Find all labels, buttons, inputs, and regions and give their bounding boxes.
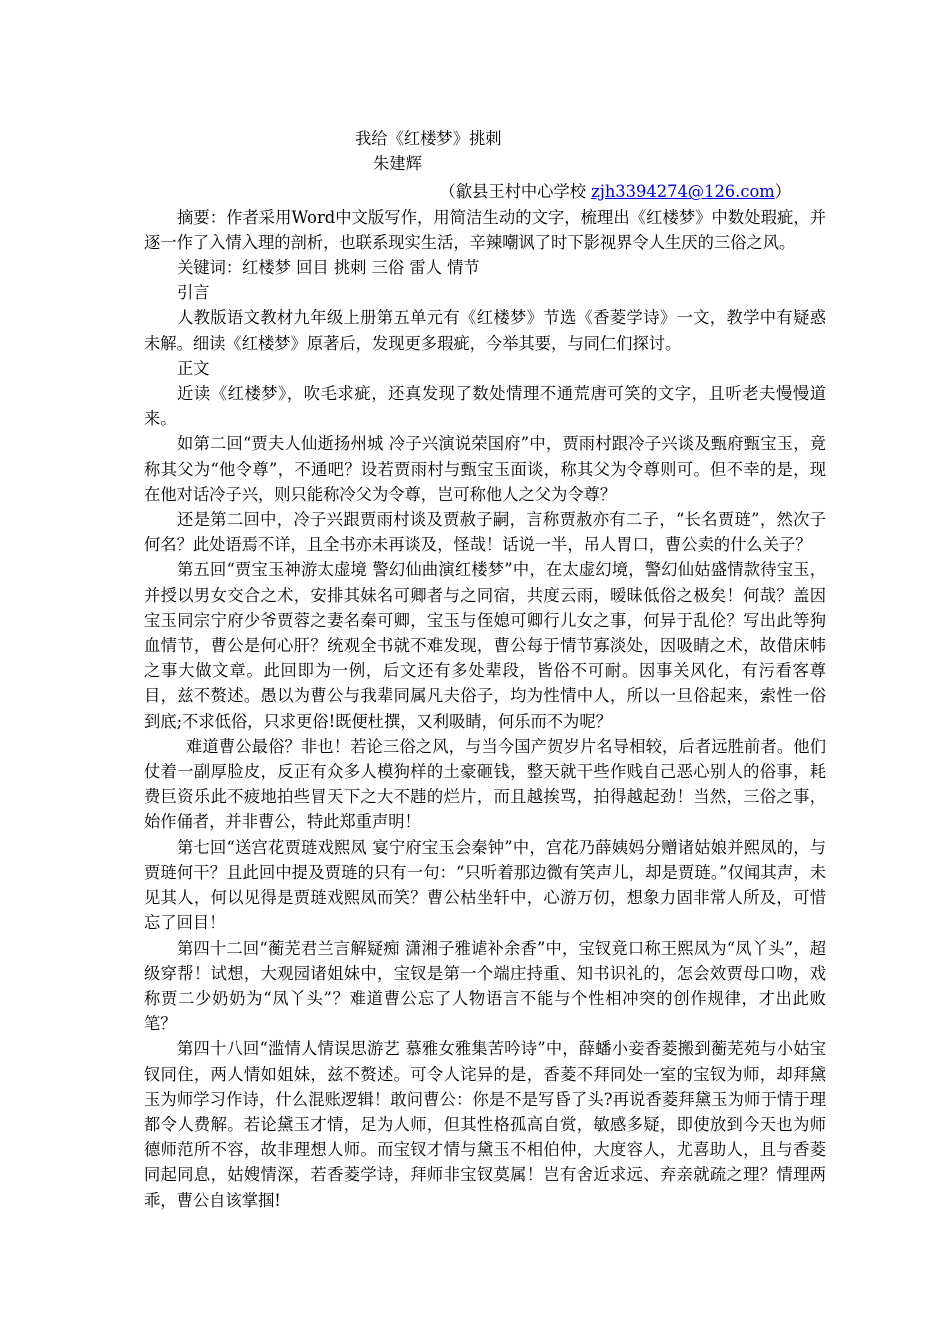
email-link[interactable]: zjh3394274@126.com [591, 182, 775, 202]
intro-heading: 引言 [177, 283, 210, 303]
affiliation-close: ） [774, 182, 791, 202]
body-paragraph: 还是第二回中，冷子兴跟贾雨村谈及贾赦子嗣，言称贾赦亦有二子，“长名贾琏”，然次子何名？此处语焉不详，且全书亦未再谈及，怪哉！话说一半，吊人胃口，曹公卖的什么关子？ [144, 510, 826, 555]
body-paragraph: 第四十八回“滥情人情误思游艺 慕雅女雅集苦吟诗”中，薛蟠小妾香菱搬到蘅芜苑与小姑宝钗同住，两人情如姐妹，兹不赘述。可令人诧异的是，香菱不拜同处一室的宝钗为师，却拜黛玉为师学习作诗，什么混账逻辑！敢问曹公：你是不是写昏了头?再说香菱拜黛玉为师于情于理都令人费解。若论黛玉才情，足为人师，但其性格孤高自赏，敏感多疑，即使放到今天也为师德师范所不容，故非理想人师。而宝钗才情与黛玉不相伯仲，大度容人，尤喜助人，且与香菱同起同息，姑嫂情深，若香菱学诗，拜师非宝钗莫属！岂有舍近求远、弃亲就疏之理？情理两乖，曹公自该掌掴! [144, 1039, 826, 1210]
body-paragraph: 第四十二回“蘅芜君兰言解疑痴 潇湘子雅谑补余香”中，宝钗竟口称王熙凤为“凤丫头”，超级穿帮！试想，大观园诸姐妹中，宝钗是第一个端庄持重、知书识礼的，怎会效贾母口吻，戏称贾二少奶奶为“凤丫头”？难道曹公忘了人物语言不能与个性相冲突的创作规律，才出此败笔？ [144, 938, 826, 1034]
doc-title: 我给《红楼梦》挑刺 [355, 129, 502, 148]
doc-affiliation [144, 179, 826, 204]
body-paragraph: 第五回“贾宝玉神游太虚境 警幻仙曲演红楼梦”中，在太虚幻境，警幻仙姑盛情款待宝玉，并授以男女交合之术，安排其妹名可卿者与之同宿，共度云雨，暧昧低俗之极矣！何哉？盖因宝玉同宗宁府少爷贾蓉之妻名秦可卿，宝玉与侄媳可卿行儿女之事，何异于乱伦？写出此等狗血情节，曹公是何心肝？统观全书就不难发现，曹公每于情节寡淡处，因吸睛之术，故借床帏之事大做文章。此回即为一例，后文还有多处辈段，皆俗不可耐。因事关风化，有污看客尊目，兹不赘述。愚以为曹公与我辈同属凡夫俗子，均为性情中人，所以一旦俗起来，索性一俗到底;不求低俗，只求更俗!既便杜撰，又利吸睛，何乐而不为呢？ [144, 560, 826, 731]
body-paragraph: 第七回“送宫花贾琏戏熙凤 宴宁府宝玉会秦钟”中，宫花乃薛姨妈分赠诸姑娘并熙凤的，与贾琏何干？且此回中提及贾琏的只有一句：“只听着那边微有笑声儿，却是贾琏。”仅闻其声，未见其人，何以见得是贾琏戏熙凤而笑？曹公枯坐轩中，心游万仞，想象力固非常人所及，可惜忘了回目！ [144, 837, 826, 933]
intro-paragraph: 人教版语文教材九年级上册第五单元有《红楼梦》节选《香菱学诗》一文，教学中有疑惑未解。细读《红楼梦》原著后，发现更多瑕疵，今举其要，与同仁们探讨。 [144, 308, 826, 353]
abstract: 摘要：作者采用Word中文版写作，用简洁生动的文字，梳理出《红楼梦》中数处瑕疵，并逐一作了入情入理的剖析，也联系现实生活，辛辣嘲讽了时下影视界令人生厌的三俗之风。 [144, 207, 826, 252]
body-paragraph: 如第二回“贾夫人仙逝扬州城 冷子兴演说荣国府”中，贾雨村跟冷子兴谈及甄府甄宝玉，竟称其父为“他令尊”，不通吧？设若贾雨村与甄宝玉面谈，称其父为令尊则可。但不幸的是，现在他对话冷子兴，则只能称冷父为令尊，岂可称他人之父为令尊？ [144, 434, 826, 504]
keywords: 关键词：红楼梦 回目 挑刺 三俗 雷人 情节 [177, 258, 480, 278]
document-page [144, 118, 826, 1213]
body-heading: 正文 [177, 358, 210, 378]
body-paragraph: 难道曹公最俗？非也！若论三俗之风，与当今国产贺岁片名导相较，后者远胜前者。他们仗着一副厚脸皮，反正有众多人模狗样的土豪砸钱，整天就干些作贱自己恶心别人的俗事，耗费巨资乐此不疲地拍些冒天下之大不韪的烂片，而且越挨骂，拍得越起劲！当然，三俗之事，始作俑者，并非曹公，特此郑重声明！ [144, 736, 826, 832]
affiliation-text: （歙县王村中心学校 [439, 182, 592, 202]
doc-author: 朱建辉 [373, 154, 422, 174]
body-paragraph: 近读《红楼梦》，吹毛求疵，还真发现了数处情理不通荒唐可笑的文字，且听老夫慢慢道来。 [144, 384, 826, 429]
